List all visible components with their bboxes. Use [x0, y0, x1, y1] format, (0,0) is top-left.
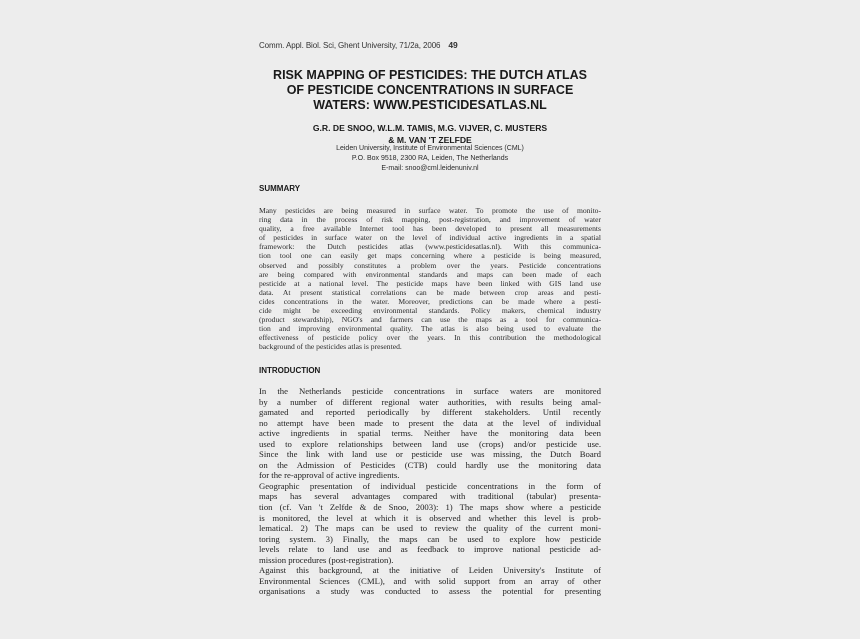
text-line: Geographic presentation of individual pesticide concentrations in the form of — [259, 480, 601, 491]
introduction-heading: INTRODUCTION — [259, 366, 321, 375]
journal-citation: Comm. Appl. Biol. Sci, Ghent University, 71/2a, 2006 — [259, 41, 441, 50]
text-line: lematical. 2) The maps can be used to review the quality of the current moni- — [259, 523, 601, 534]
text-line: maps has several advantages compared with traditional (tabular) presenta- — [259, 491, 601, 502]
introduction-body — [259, 386, 601, 597]
text-line: gamated and reported periodically by different stakeholders. Until recently — [259, 407, 601, 418]
text-line: by a number of different regional water authorities, with results being amal- — [259, 396, 601, 407]
text-line: for the re-approval of active ingredients. — [259, 470, 400, 481]
text-line: background of the pesticides atlas is presented. — [259, 342, 402, 352]
text-line: levels relate to land use and as feedback to improve national pesticide ad- — [259, 544, 601, 555]
text-line: quality, a free available Internet tool has been developed to present all measurements — [259, 224, 601, 234]
text-line: of pesticides in surface water on the level of individual active ingredients in a spatial — [259, 233, 601, 243]
text-line: tion (cf. Van 't Zelfde & de Snoo, 2003): 1) The maps show where a pesticide — [259, 502, 601, 513]
text-line: pesticide at a national level. The pesticide maps have been linked with GIS land use — [259, 278, 601, 288]
text-line: used to explore relationships between land use (crops) and/or pesticide use. — [259, 438, 601, 449]
text-line: is monitored, the level at which it is observed and whether this level is prob- — [259, 512, 601, 523]
title-line: WATERS: WWW.PESTICIDESATLAS.NL — [313, 98, 547, 112]
text-line: observed and possibly constitutes a problem over the years. Pesticide concentrations — [259, 260, 601, 270]
text-line: Against this background, at the initiative of Leiden University's Institute of — [259, 565, 601, 576]
affiliation-line: Leiden University, Institute of Environmental Sciences (CML) — [336, 145, 524, 152]
text-line: organisations a study was conducted to assess the potential for presenting — [259, 586, 601, 597]
summary-heading: SUMMARY — [259, 184, 301, 193]
text-line: active ingredients in spatial terms. Neither have the monitoring data been — [259, 428, 601, 439]
text-line: on the Admission of Pesticides (CTB) could hardly use the monitoring data — [259, 459, 601, 470]
text-line: data. At present statistical correlations can be made between crop areas and pesti- — [259, 287, 601, 297]
text-line: are being compared with environmental standards and maps can been made of each — [259, 269, 601, 279]
text-line: tion tool one can easily get maps concerning where a pesticide is being measured, — [259, 251, 601, 261]
text-line: (product stewardship), NGO's and farmers can use the maps as a tool for communica- — [259, 315, 601, 325]
authors-line: G.R. DE SNOO, W.L.M. TAMIS, M.G. VIJVER, C. MUSTERS — [312, 123, 548, 133]
text-line: cide might be exceeding environmental standards. Policy makers, chemical industry — [259, 306, 601, 316]
text-line: Many pesticides are being measured in surface water. To promote the use of monito- — [259, 206, 601, 215]
text-line: ring data in the process of risk mapping, post-registration, and improvement of water — [259, 215, 601, 225]
text-line: framework: the Dutch pesticides atlas (www.pesticidesatlas.nl). With this communica- — [259, 242, 601, 252]
paper-title — [259, 68, 601, 113]
text-line: effectiveness of pesticide policy over the years. In this contribution the methodological — [259, 333, 601, 343]
title-line: RISK MAPPING OF PESTICIDES: THE DUTCH ATLAS — [273, 68, 587, 82]
text-line: cides concentrations in the water. Moreover, predictions can be made where a pesti- — [259, 296, 601, 306]
text-line: toring system. 3) Finally, the maps can be used to explore how pesticide — [259, 533, 601, 544]
affiliation-line: P.O. Box 9518, 2300 RA, Leiden, The Netherlands — [351, 155, 509, 162]
text-line: Environmental Sciences (CML), and with solid support from an array of other — [259, 575, 601, 586]
affiliation — [259, 144, 601, 174]
text-line: In the Netherlands pesticide concentrations in surface waters are monitored — [259, 386, 601, 396]
title-line: OF PESTICIDE CONCENTRATIONS IN SURFACE — [286, 83, 574, 97]
authors-line: & M. VAN 'T ZELFDE — [388, 135, 472, 145]
summary-paragraph — [259, 206, 601, 352]
author-list — [259, 122, 601, 146]
text-line: mission procedures (post-registration). — [259, 554, 394, 565]
page-number: 49 — [448, 40, 458, 50]
affiliation-email: E-mail: snoo@cml.leidenuniv.nl — [381, 165, 479, 172]
text-line: no attempt have been made to present the data at the level of individual — [259, 417, 601, 428]
text-line: Since the link with land use or pesticide use was missing, the Dutch Board — [259, 449, 601, 460]
text-line: tion and improving environmental quality. The atlas is also being used to evaluate the — [259, 324, 601, 334]
running-head — [259, 40, 458, 50]
